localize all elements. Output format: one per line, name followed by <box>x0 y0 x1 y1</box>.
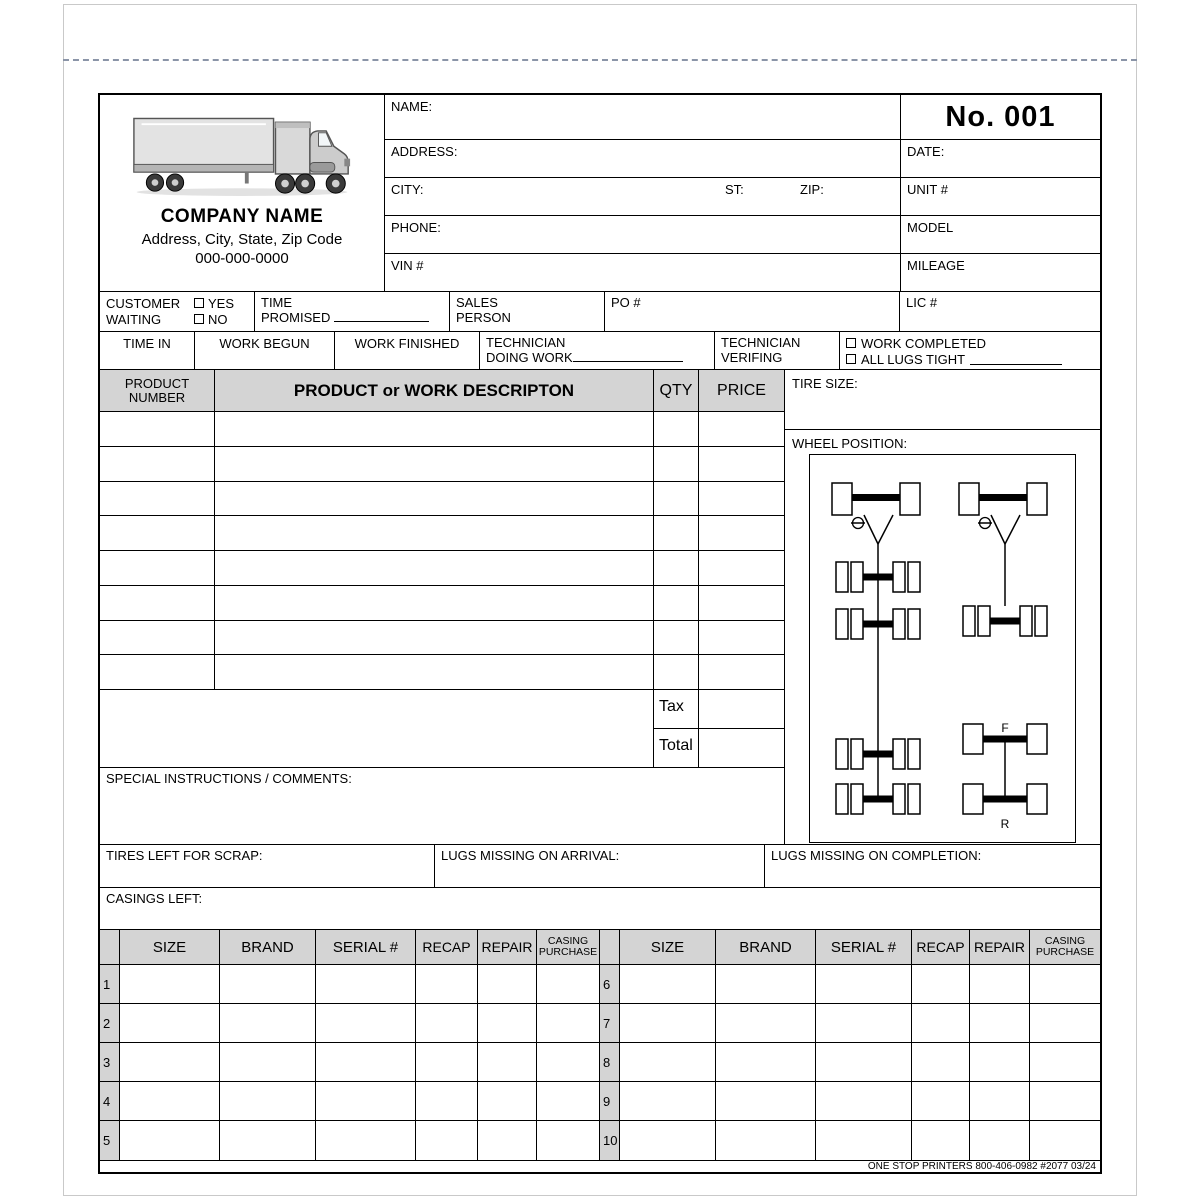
qty-cell <box>654 412 699 446</box>
repair-cell <box>970 965 1030 1003</box>
size-header: SIZE <box>620 930 716 964</box>
repair-cell <box>478 965 537 1003</box>
doing-work-label: DOING WORK <box>486 350 573 365</box>
customer-waiting-label-1: CUSTOMER <box>106 295 181 311</box>
description-cell <box>215 551 654 585</box>
name-field-label: NAME: <box>391 99 433 114</box>
casings-row <box>100 1043 1100 1082</box>
totals-block <box>100 690 784 768</box>
price-header: PRICE <box>717 381 766 399</box>
product-number-cell <box>100 655 215 689</box>
address-field-label: ADDRESS: <box>391 144 458 159</box>
row-number: 1 <box>100 965 120 1003</box>
all-lugs-tight-checkbox <box>846 354 856 364</box>
row-number-header <box>100 930 120 964</box>
product-row <box>100 412 784 447</box>
description-cell <box>215 655 654 689</box>
casings-left-cell <box>100 888 1100 930</box>
brand-cell <box>220 1121 316 1160</box>
all-lugs-tight-label: ALL LUGS TIGHT <box>861 351 966 367</box>
no-checkbox <box>194 314 204 324</box>
serial-cell <box>816 965 912 1003</box>
tire-work-order-form <box>98 93 1102 1174</box>
row-number: 4 <box>100 1082 120 1120</box>
serial-cell <box>316 1043 416 1081</box>
serial-header: SERIAL # <box>816 930 912 964</box>
serial-header: SERIAL # <box>316 930 416 964</box>
sales-person-label-1: SALES <box>456 295 498 310</box>
qty-cell <box>654 586 699 620</box>
repair-header: REPAIR <box>478 930 537 964</box>
casing-purchase-cell <box>1030 1121 1100 1160</box>
brand-header: BRAND <box>220 930 316 964</box>
recap-cell <box>416 1004 478 1042</box>
product-number-cell <box>100 516 215 550</box>
wheel-position-cell <box>785 430 1100 844</box>
repair-cell <box>970 1004 1030 1042</box>
form-number: No. 001 <box>945 100 1056 133</box>
technician-verifying-cell <box>715 332 840 369</box>
completion-checkboxes-cell <box>840 332 1100 369</box>
lugs-missing-completion-cell <box>765 845 1100 887</box>
casings-row <box>100 965 1100 1004</box>
brand-cell <box>220 1043 316 1081</box>
recap-cell <box>416 1082 478 1120</box>
size-cell <box>620 1082 716 1120</box>
price-cell <box>699 586 784 620</box>
description-cell <box>215 447 654 481</box>
serial-cell <box>316 1004 416 1042</box>
product-row <box>100 447 784 482</box>
model-field-label: MODEL <box>907 220 954 235</box>
work-begun-cell <box>195 332 335 369</box>
size-cell <box>620 965 716 1003</box>
recap-cell <box>416 1043 478 1081</box>
time-tracking-row <box>100 332 1100 370</box>
price-cell <box>699 621 784 655</box>
casing-purchase-cell <box>1030 1004 1100 1042</box>
product-row <box>100 551 784 586</box>
work-begun-label: WORK BEGUN <box>219 336 310 351</box>
repair-cell <box>970 1082 1030 1120</box>
special-instructions-label: SPECIAL INSTRUCTIONS / COMMENTS: <box>106 771 352 786</box>
casing-purchase-cell <box>1030 1082 1100 1120</box>
brand-cell <box>220 1082 316 1120</box>
brand-cell <box>716 1043 816 1081</box>
brand-cell <box>716 1121 816 1160</box>
product-number-cell <box>100 412 215 446</box>
work-completed-label: WORK COMPLETED <box>861 335 986 351</box>
total-row <box>654 729 784 767</box>
product-row <box>100 621 784 656</box>
casing-purchase-cell <box>537 1121 600 1160</box>
brand-cell <box>716 1082 816 1120</box>
casings-table-header <box>100 930 1100 965</box>
serial-cell <box>316 1121 416 1160</box>
form-header <box>100 95 1100 292</box>
casing-purchase-cell <box>1030 965 1100 1003</box>
repair-header: REPAIR <box>970 930 1030 964</box>
price-cell <box>699 447 784 481</box>
vin-field-label: VIN # <box>391 258 424 273</box>
row-number: 7 <box>600 1004 620 1042</box>
product-number-cell <box>100 621 215 655</box>
technician-label: TECHNICIAN <box>486 335 566 350</box>
work-finished-cell <box>335 332 480 369</box>
product-row <box>100 482 784 517</box>
size-cell <box>120 1121 220 1160</box>
time-promised-label-2: PROMISED <box>261 310 331 325</box>
recap-header: RECAP <box>912 930 970 964</box>
serial-cell <box>816 1121 912 1160</box>
company-block <box>100 95 385 291</box>
description-cell <box>215 482 654 516</box>
recap-cell <box>416 1121 478 1160</box>
product-number-header-2: NUMBER <box>128 389 186 405</box>
price-cell <box>699 412 784 446</box>
main-body <box>100 370 1100 845</box>
lugs-missing-completion-label: LUGS MISSING ON COMPLETION: <box>771 848 982 863</box>
time-promised-label-1: TIME <box>261 295 293 310</box>
row-number: 5 <box>100 1121 120 1160</box>
wheel-position-label: WHEEL POSITION: <box>792 436 908 451</box>
work-finished-label: WORK FINISHED <box>354 336 460 351</box>
description-cell <box>215 412 654 446</box>
product-number-cell <box>100 447 215 481</box>
product-row <box>100 586 784 621</box>
product-row <box>100 655 784 690</box>
time-promised-cell <box>255 292 450 331</box>
brand-cell <box>716 965 816 1003</box>
rear-axle-label: R <box>1000 817 1010 831</box>
product-table-header <box>100 370 784 412</box>
recap-header: RECAP <box>416 930 478 964</box>
customer-waiting-cell <box>100 292 255 331</box>
yes-label: YES <box>208 295 235 311</box>
serial-cell <box>816 1082 912 1120</box>
no-label: NO <box>208 311 228 327</box>
row-number: 8 <box>600 1043 620 1081</box>
repair-cell <box>970 1121 1030 1160</box>
product-number-cell <box>100 482 215 516</box>
brand-header: BRAND <box>716 930 816 964</box>
doing-work-blank-line <box>573 350 683 362</box>
description-header: PRODUCT or WORK DESCRIPTON <box>293 380 575 400</box>
open-area <box>100 690 653 767</box>
unit-field-label: UNIT # <box>907 182 948 197</box>
company-phone: 000-000-0000 <box>195 250 289 267</box>
size-cell <box>120 1004 220 1042</box>
tire-size-cell <box>785 370 1100 430</box>
size-cell <box>620 1043 716 1081</box>
recap-cell <box>416 965 478 1003</box>
repair-cell <box>478 1121 537 1160</box>
casing-purchase-header: CASING PURCHASE <box>537 930 600 964</box>
product-number-header-1: PRODUCT <box>124 375 190 391</box>
special-instructions-cell <box>100 768 784 844</box>
casings-row <box>100 1121 1100 1160</box>
perforation-line <box>63 59 1137 61</box>
product-table <box>100 370 785 844</box>
company-name: COMPANY NAME <box>160 206 324 227</box>
repair-cell <box>478 1082 537 1120</box>
time-promised-blank-line <box>334 310 429 322</box>
row-number: 3 <box>100 1043 120 1081</box>
serial-cell <box>316 965 416 1003</box>
work-completed-checkbox <box>846 338 856 348</box>
casing-purchase-cell <box>537 965 600 1003</box>
size-cell <box>620 1121 716 1160</box>
qty-cell <box>654 621 699 655</box>
casing-purchase-cell <box>537 1082 600 1120</box>
truck-illustration <box>132 101 352 201</box>
brand-cell <box>220 965 316 1003</box>
row-number: 6 <box>600 965 620 1003</box>
size-cell <box>620 1004 716 1042</box>
qty-cell <box>654 551 699 585</box>
technician-verifying-label-2: VERIFING <box>721 350 783 365</box>
phone-field-label: PHONE: <box>391 220 441 235</box>
recap-cell <box>912 1004 970 1042</box>
qty-cell <box>654 516 699 550</box>
tax-label: Tax <box>654 690 699 728</box>
product-number-cell <box>100 551 215 585</box>
sales-person-label-2: PERSON <box>456 310 511 325</box>
tire-section <box>785 370 1100 844</box>
qty-header: QTY <box>659 381 693 399</box>
description-cell <box>215 586 654 620</box>
repair-cell <box>970 1043 1030 1081</box>
city-field-label: CITY: <box>391 182 424 197</box>
lugs-missing-arrival-label: LUGS MISSING ON ARRIVAL: <box>441 848 620 863</box>
technician-verifying-label-1: TECHNICIAN <box>721 335 801 350</box>
date-field-label: DATE: <box>907 144 945 159</box>
total-value-cell <box>699 729 784 767</box>
casings-table <box>100 930 1100 1160</box>
repair-cell <box>478 1004 537 1042</box>
casing-purchase-cell <box>537 1043 600 1081</box>
repair-cell <box>478 1043 537 1081</box>
description-cell <box>215 621 654 655</box>
size-cell <box>120 1082 220 1120</box>
state-field-label: ST: <box>725 182 744 197</box>
row-number: 9 <box>600 1082 620 1120</box>
price-cell <box>699 516 784 550</box>
mileage-field-label: MILEAGE <box>907 258 965 273</box>
row-number-header <box>600 930 620 964</box>
recap-cell <box>912 1082 970 1120</box>
wheel-position-diagram <box>785 430 1100 844</box>
qty-cell <box>654 655 699 689</box>
casings-row <box>100 1004 1100 1043</box>
size-header: SIZE <box>120 930 220 964</box>
time-in-label: TIME IN <box>123 336 171 351</box>
size-cell <box>120 1043 220 1081</box>
printer-footer: ONE STOP PRINTERS 800-406-0982 #2077 03/24 <box>100 1160 1100 1172</box>
po-number-cell <box>605 292 900 331</box>
customer-info-block <box>385 95 900 291</box>
casing-purchase-cell <box>1030 1043 1100 1081</box>
tire-size-label: TIRE SIZE: <box>792 376 858 391</box>
serial-cell <box>816 1004 912 1042</box>
recap-cell <box>912 1043 970 1081</box>
casings-row <box>100 1082 1100 1121</box>
casing-purchase-cell <box>537 1004 600 1042</box>
serial-cell <box>316 1082 416 1120</box>
price-cell <box>699 655 784 689</box>
zip-field-label: ZIP: <box>800 182 824 197</box>
brand-cell <box>716 1004 816 1042</box>
lugs-missing-arrival-cell <box>435 845 765 887</box>
all-lugs-tight-blank-line <box>970 353 1062 365</box>
price-cell <box>699 482 784 516</box>
scrap-lugs-row <box>100 845 1100 888</box>
product-row <box>100 516 784 551</box>
time-in-cell <box>100 332 195 369</box>
serial-cell <box>816 1043 912 1081</box>
qty-cell <box>654 482 699 516</box>
front-axle-label: F <box>1001 721 1009 735</box>
status-row <box>100 292 1100 332</box>
tires-left-for-scrap-cell <box>100 845 435 887</box>
price-cell <box>699 551 784 585</box>
casings-left-label: CASINGS LEFT: <box>106 891 203 906</box>
casing-purchase-header: CASING PURCHASE <box>1035 935 1095 958</box>
lic-number-cell <box>900 292 1100 331</box>
lic-number-label: LIC # <box>906 295 938 310</box>
brand-cell <box>220 1004 316 1042</box>
tires-left-for-scrap-label: TIRES LEFT FOR SCRAP: <box>106 848 263 863</box>
po-number-label: PO # <box>611 295 641 310</box>
tax-value-cell <box>699 690 784 728</box>
qty-cell <box>654 447 699 481</box>
recap-cell <box>912 965 970 1003</box>
tax-row <box>654 690 784 729</box>
row-number: 10 <box>600 1121 620 1160</box>
total-label: Total <box>654 729 699 767</box>
size-cell <box>120 965 220 1003</box>
description-cell <box>215 516 654 550</box>
recap-cell <box>912 1121 970 1160</box>
vehicle-info-block <box>900 95 1100 291</box>
row-number: 2 <box>100 1004 120 1042</box>
product-number-cell <box>100 586 215 620</box>
company-address: Address, City, State, Zip Code <box>141 231 343 248</box>
yes-checkbox <box>194 298 204 308</box>
technician-doing-work-cell <box>480 332 715 369</box>
customer-waiting-label-2: WAITING <box>106 311 162 327</box>
sales-person-cell <box>450 292 605 331</box>
